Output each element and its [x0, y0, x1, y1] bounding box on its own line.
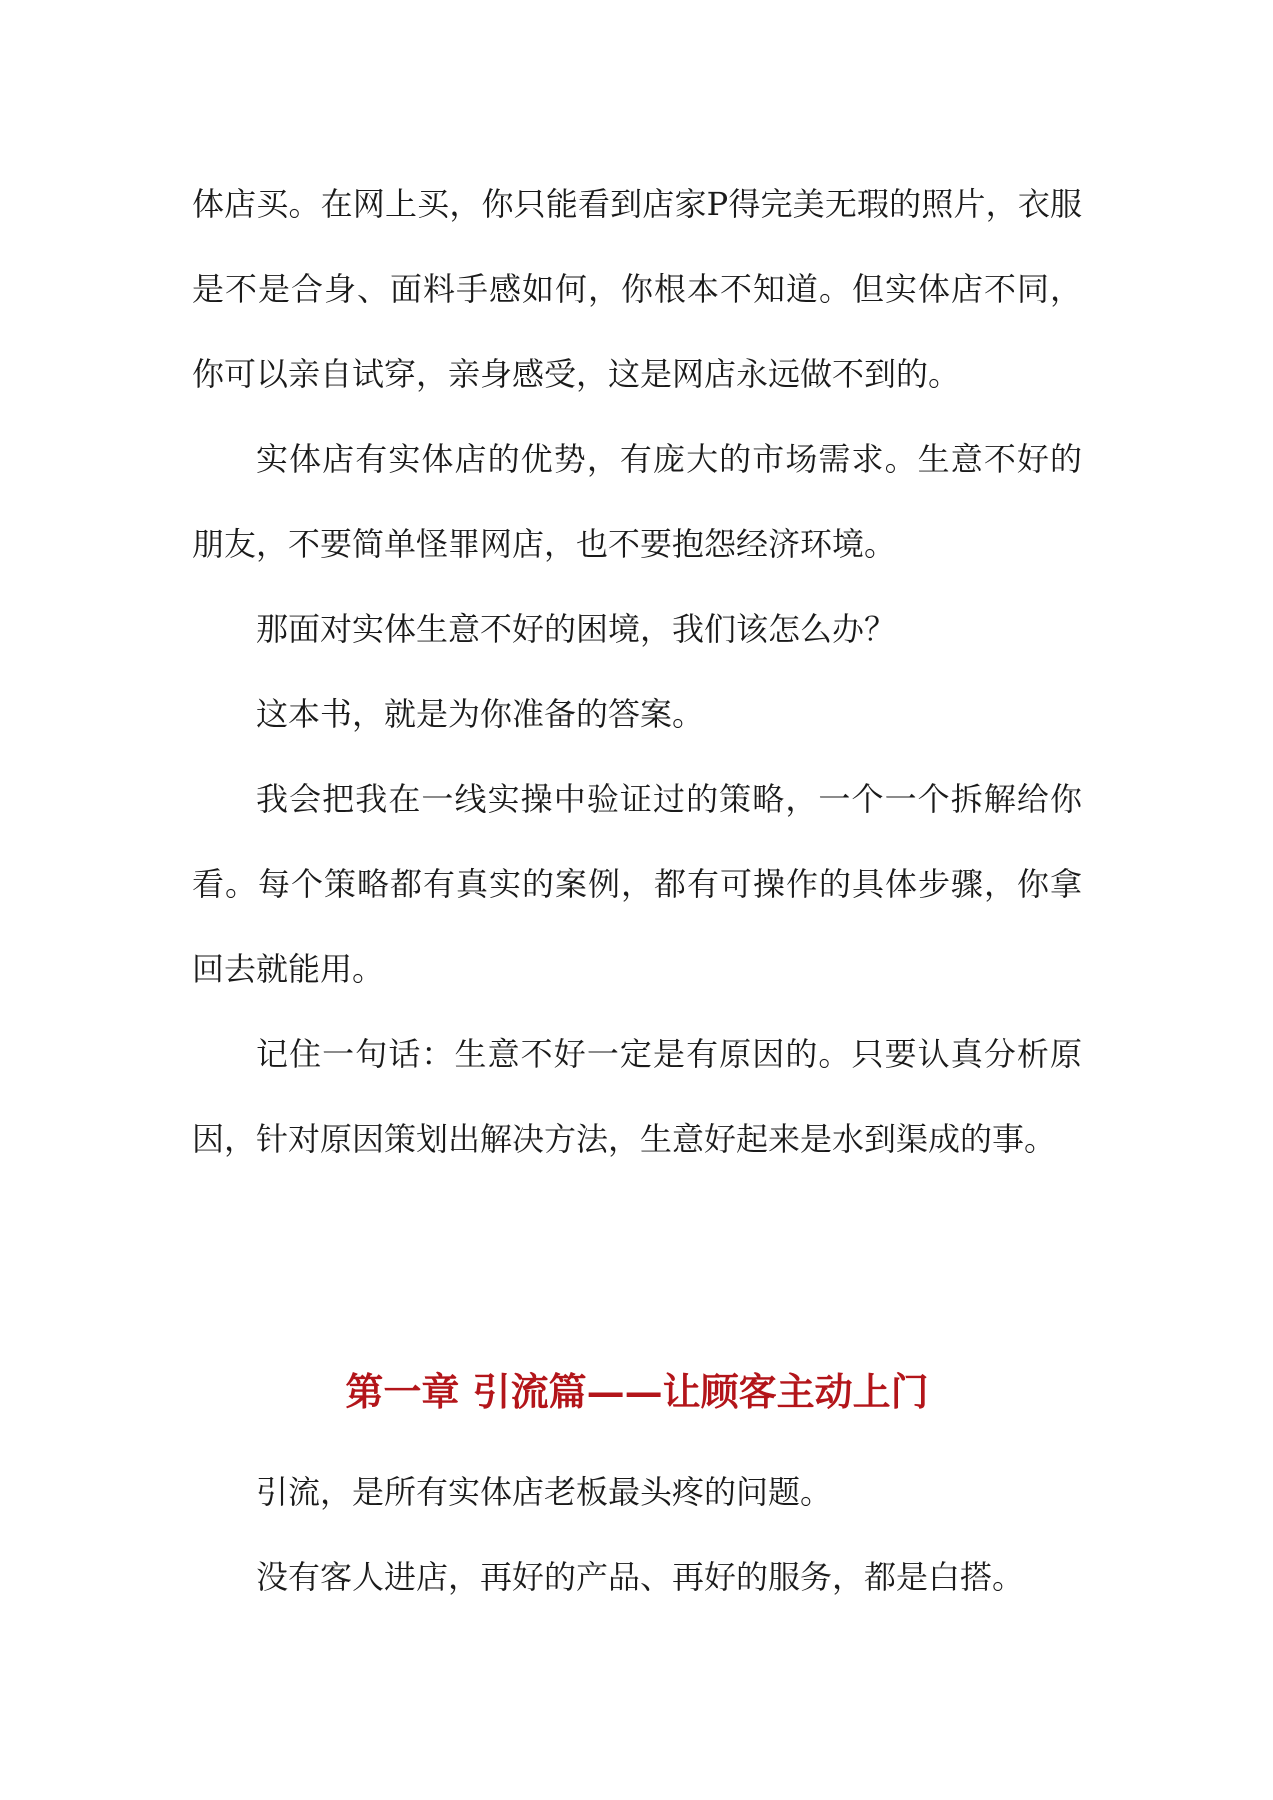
paragraph: 我会把我在一线实操中验证过的策略，一个一个拆解给你看。每个策略都有真实的案例，都有可操作的具体步骤，你拿回去就能用。: [192, 780, 1082, 988]
chapter-title: 第一章 引流篇——让顾客主动上门: [345, 1369, 929, 1414]
paragraph: 没有客人进店，再好的产品、再好的服务，都是白搭。: [256, 1558, 1025, 1596]
intro-section: [192, 162, 1082, 1182]
paragraph: 这本书，就是为你准备的答案。: [256, 695, 705, 733]
paragraph: 那面对实体生意不好的困境，我们该怎么办？: [256, 610, 897, 648]
paragraph: 记住一句话：生意不好一定是有原因的。只要认真分析原因，针对原因策划出解决方法，生意好起来是水到渠成的事。: [192, 1035, 1082, 1158]
paragraph: 实体店有实体店的优势，有庞大的市场需求。生意不好的朋友，不要简单怪罪网店，也不要抱怨经济环境。: [192, 440, 1082, 563]
paragraph: 体店买。在网上买，你只能看到店家P得完美无瑕的照片，衣服是不是合身、面料手感如何，你根本不知道。但实体店不同，你可以亲自试穿，亲身感受，这是网店永远做不到的。: [192, 185, 1082, 393]
paragraph: 引流，是所有实体店老板最头疼的问题。: [256, 1473, 833, 1511]
chapter-section: [192, 1450, 1082, 1620]
